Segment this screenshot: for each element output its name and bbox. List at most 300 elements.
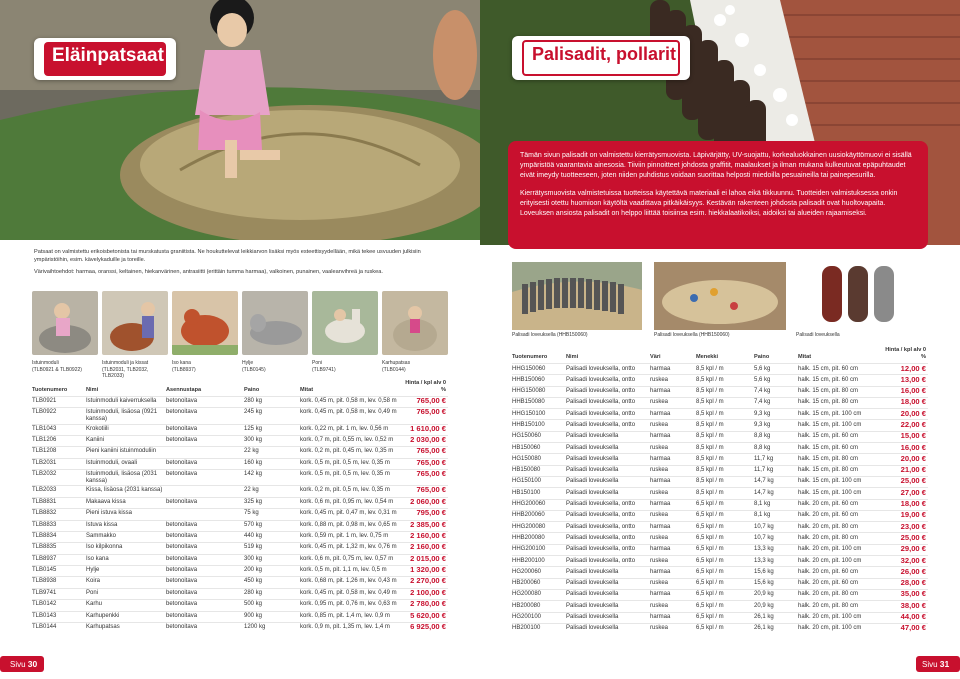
thumbnail — [242, 291, 308, 371]
table-cell: 22 kg — [244, 447, 300, 458]
table-cell: betonoitava — [166, 470, 244, 486]
table-cell: 10,7 kg — [754, 522, 798, 533]
table-cell: Palisadi loveuksella — [566, 465, 650, 476]
table-cell: harmaa — [650, 499, 696, 510]
table-cell: halk. 15 cm, pit. 100 cm — [798, 488, 884, 499]
table-cell: Palisadi loveuksella, ontto — [566, 556, 650, 567]
table-cell: HB200060 — [512, 578, 566, 589]
table-cell: 300 kg — [244, 554, 300, 565]
table-cell: 11,7 kg — [754, 465, 798, 476]
table-cell: Makaava kissa — [86, 497, 166, 508]
thumbnail-caption — [242, 360, 308, 373]
column-header: Nimi — [566, 354, 579, 360]
table-cell: ruskea — [650, 420, 696, 431]
table-cell: kork. 0,9 m, pit. 1,35 m, lev. 1,4 m — [300, 623, 404, 634]
table-cell: kork. 0,5 m, pit. 1,1 m, lev. 0,5 m — [300, 566, 404, 577]
table-cell: HHB150100 — [512, 420, 566, 431]
table-row — [32, 497, 448, 508]
table-cell: halk. 20 cm, pit. 80 cm — [798, 589, 884, 600]
table-cell: halk. 15 cm, pit. 60 cm — [798, 364, 884, 375]
palisade-price-table — [512, 347, 928, 635]
table-cell: halk. 20 cm, pit. 80 cm — [798, 522, 884, 533]
table-cell: Palisadi loveuksella, ontto — [566, 510, 650, 521]
table-cell: ruskea — [650, 375, 696, 386]
column-header: Menekki — [696, 354, 719, 360]
column-header: Nimi — [86, 387, 99, 393]
table-cell: kork. 0,95 m, pit. 0,76 m, lev. 0,63 m — [300, 600, 404, 611]
table-cell: Iso kilpikonna — [86, 543, 166, 554]
price-cell: 47,00 € — [884, 623, 928, 634]
price-cell: 20,00 € — [884, 409, 928, 420]
table-cell: halk. 20 cm, pit. 60 cm — [798, 578, 884, 589]
table-cell: 8,5 kpl / m — [696, 454, 754, 465]
thumbnail-image — [242, 291, 308, 355]
table-cell: Palisadi loveuksella — [566, 431, 650, 442]
table-cell: ruskea — [650, 443, 696, 454]
price-cell: 25,00 € — [884, 533, 928, 544]
table-cell: TLB8937 — [32, 554, 86, 565]
table-cell: halk. 20 cm, pit. 100 cm — [798, 623, 884, 634]
table-row — [512, 510, 928, 521]
table-cell: 440 kg — [244, 531, 300, 542]
thumbnail-code: (TLB9741) — [312, 366, 336, 373]
thumbnail — [32, 291, 98, 371]
table-cell: halk. 15 cm, pit. 80 cm — [798, 465, 884, 476]
table-cell: Pieni istuva kissa — [86, 509, 166, 520]
price-cell: 28,00 € — [884, 578, 928, 589]
statue-thumbnails — [32, 291, 450, 379]
table-cell: 519 kg — [244, 543, 300, 554]
table-row — [32, 408, 448, 424]
price-cell: 19,00 € — [884, 510, 928, 521]
table-cell: 280 kg — [244, 397, 300, 408]
table-cell: betonoitava — [166, 497, 244, 508]
table-cell: TLB0142 — [32, 600, 86, 611]
table-cell: halk. 15 cm, pit. 80 cm — [798, 397, 884, 408]
table-row — [32, 424, 448, 435]
table-cell: 15,6 kg — [754, 567, 798, 578]
table-cell: 125 kg — [244, 424, 300, 435]
thumbnail-caption — [102, 360, 168, 380]
table-row — [512, 431, 928, 442]
page-title-box — [34, 38, 176, 80]
thumbnail — [102, 291, 168, 379]
price-cell: 1 610,00 € — [404, 424, 448, 435]
table-cell: Istuinmoduli, lisäosa (0921 kanssa) — [86, 408, 166, 424]
table-row — [32, 611, 448, 622]
table-cell: halk. 15 cm, pit. 100 cm — [798, 409, 884, 420]
price-cell: 23,00 € — [884, 522, 928, 533]
table-cell: 500 kg — [244, 600, 300, 611]
table-cell: TLB0921 — [32, 397, 86, 408]
price-cell: 2 385,00 € — [404, 520, 448, 531]
table-cell: ruskea — [650, 601, 696, 612]
price-cell: 1 320,00 € — [404, 566, 448, 577]
table-cell: TLB2032 — [32, 470, 86, 486]
price-cell: 2 270,00 € — [404, 577, 448, 588]
table-cell: TLB8834 — [32, 531, 86, 542]
table-cell — [166, 447, 244, 458]
table-cell: Palisadi loveuksella — [566, 578, 650, 589]
table-row — [512, 364, 928, 375]
thumbnail-caption — [172, 360, 238, 373]
table-cell: 6,5 kpl / m — [696, 623, 754, 634]
table-cell: kork. 0,45 m, pit. 0,47 m, lev. 0,31 m — [300, 509, 404, 520]
table-cell: 300 kg — [244, 435, 300, 446]
table-cell: 8,1 kg — [754, 499, 798, 510]
table-cell: HB200100 — [512, 623, 566, 634]
table-cell: 6,5 kpl / m — [696, 544, 754, 555]
table-cell: HB150060 — [512, 443, 566, 454]
table-cell: halk. 15 cm, pit. 60 cm — [798, 375, 884, 386]
table-cell: Kissa, lisäosa (2031 kanssa) — [86, 486, 166, 497]
table-cell: kork. 0,5 m, pit. 0,5 m, lev. 0,35 m — [300, 458, 404, 469]
table-cell: kork. 0,7 m, pit. 0,55 m, lev. 0,52 m — [300, 435, 404, 446]
table-cell: HHG150060 — [512, 364, 566, 375]
column-header-price: Hinta / kpl alv 0 % — [885, 347, 926, 360]
thumbnail-image — [172, 291, 238, 355]
table-cell: betonoitava — [166, 577, 244, 588]
table-cell: HG150060 — [512, 431, 566, 442]
table-cell: TLB8831 — [32, 497, 86, 508]
table-cell: TLB1043 — [32, 424, 86, 435]
table-cell: harmaa — [650, 567, 696, 578]
table-row — [512, 601, 928, 612]
table-cell: 6,5 kpl / m — [696, 510, 754, 521]
statue-price-table — [32, 380, 448, 634]
table-cell: Koira — [86, 577, 166, 588]
price-cell: 22,00 € — [884, 420, 928, 431]
intro-paragraph: Värivaihtoehdot: harmaa, oranssi, keltainen, hiekanvärinen, antrasiitti (erittäin tumma harmaa), valkoinen, punainen, vaaleanvihreä ja ruskea. — [34, 269, 383, 276]
table-row — [32, 531, 448, 542]
table-cell: ruskea — [650, 465, 696, 476]
table-cell: 450 kg — [244, 577, 300, 588]
product-image — [812, 262, 928, 330]
thumbnail-caption — [32, 360, 98, 373]
table-cell: 6,5 kpl / m — [696, 601, 754, 612]
table-cell: HHB150080 — [512, 397, 566, 408]
table-cell: 13,3 kg — [754, 556, 798, 567]
price-cell: 18,00 € — [884, 397, 928, 408]
table-row — [32, 447, 448, 458]
table-row — [512, 488, 928, 499]
table-cell: 8,1 kg — [754, 510, 798, 521]
table-cell: TLB2033 — [32, 486, 86, 497]
table-cell: 7,4 kg — [754, 397, 798, 408]
table-row — [512, 476, 928, 487]
table-cell: kork. 0,5 m, pit. 0,5 m, lev. 0,35 m — [300, 470, 404, 486]
price-cell: 27,00 € — [884, 488, 928, 499]
table-cell: Poni — [86, 588, 166, 599]
intro-text — [34, 249, 444, 282]
page-label: Sivu — [922, 660, 938, 669]
table-row — [32, 588, 448, 599]
price-cell: 32,00 € — [884, 556, 928, 567]
price-cell: 18,00 € — [884, 499, 928, 510]
table-cell: 570 kg — [244, 520, 300, 531]
thumbnail-image — [102, 291, 168, 355]
table-row — [512, 409, 928, 420]
table-cell: 22 kg — [244, 486, 300, 497]
table-cell: HHG200080 — [512, 522, 566, 533]
thumbnail-caption — [312, 360, 378, 373]
thumbnail-name: Hylje — [242, 360, 254, 366]
table-cell: 15,6 kg — [754, 578, 798, 589]
image-caption: Palisadi loveuksella (HHB150060) — [654, 332, 730, 338]
table-cell: Palisadi loveuksella — [566, 454, 650, 465]
table-cell: Istuva kissa — [86, 520, 166, 531]
column-header: Tuotenumero — [512, 354, 548, 360]
price-cell: 765,00 € — [404, 470, 448, 486]
table-cell: halk. 20 cm, pit. 60 cm — [798, 510, 884, 521]
table-row — [512, 589, 928, 600]
table-cell: TLB1206 — [32, 435, 86, 446]
table-cell: ruskea — [650, 623, 696, 634]
table-cell: 8,5 kpl / m — [696, 488, 754, 499]
table-cell: TLB0145 — [32, 566, 86, 577]
column-header: Mitat — [798, 354, 812, 360]
price-cell: 2 160,00 € — [404, 543, 448, 554]
product-image — [654, 262, 786, 330]
table-cell: 325 kg — [244, 497, 300, 508]
table-cell: kork. 0,45 m, pit. 1,32 m, lev. 0,76 m — [300, 543, 404, 554]
table-cell: TLB0143 — [32, 611, 86, 622]
table-cell: kork. 0,2 m, pit. 0,5 m, lev. 0,35 m — [300, 486, 404, 497]
table-cell: Palisadi loveuksella — [566, 601, 650, 612]
table-cell: halk. 20 cm, pit. 80 cm — [798, 533, 884, 544]
table-cell: betonoitava — [166, 543, 244, 554]
price-cell: 21,00 € — [884, 465, 928, 476]
column-header: Tuotenumero — [32, 387, 68, 393]
intro-paragraph: Patsaat on valmistettu erikoisbetonista tai murskatusta graniitista. Ne houkuttelevat leikkiarvon lisäksi myös esteettisyydellään, mikä tekee usvuuden julkisiin ympäristöihin, esim. kävelykaduille ja toreille. — [34, 249, 421, 263]
table-row — [512, 544, 928, 555]
table-cell: kork. 0,45 m, pit. 0,58 m, lev. 0,49 m — [300, 408, 404, 424]
table-cell: 280 kg — [244, 588, 300, 599]
price-cell: 26,00 € — [884, 567, 928, 578]
table-cell: 14,7 kg — [754, 488, 798, 499]
table-cell: 20,9 kg — [754, 601, 798, 612]
table-cell: betonoitava — [166, 408, 244, 424]
page-number-badge — [916, 656, 960, 672]
table-row — [32, 520, 448, 531]
table-cell: 20,9 kg — [754, 589, 798, 600]
table-cell: harmaa — [650, 431, 696, 442]
table-cell: 1200 kg — [244, 623, 300, 634]
table-row — [512, 522, 928, 533]
table-row — [512, 578, 928, 589]
price-cell: 765,00 € — [404, 447, 448, 458]
table-cell: 8,5 kpl / m — [696, 465, 754, 476]
table-cell: 6,5 kpl / m — [696, 567, 754, 578]
description-paragraph: Tämän sivun palisadit on valmistettu kierrätysmuovista. Läpivärjätty, UV-suojattu, korkealuokkainen uusiokäyttömuovi ei sisällä ympäristöä vaarantavia ainesosia. Tiiviin pinnoitteet johdosta graffitit, maalaukset ja ilman mukana kulkeutuvat epäpuhtaudet eivät imeydy tuotteeseen, joten niiden puhdistus voidaan suorittaa helposti miedoilla pesuaineilla tai painepesurilla. — [520, 152, 912, 179]
table-cell: kork. 0,59 m, pit. 1 m, lev. 0,75 m — [300, 531, 404, 542]
price-cell: 38,00 € — [884, 601, 928, 612]
table-cell: ruskea — [650, 510, 696, 521]
price-cell: 2 100,00 € — [404, 588, 448, 599]
price-cell: 13,00 € — [884, 375, 928, 386]
price-cell: 16,00 € — [884, 443, 928, 454]
table-cell: Karhupatsas — [86, 623, 166, 634]
thumbnail — [312, 291, 378, 371]
table-row — [512, 375, 928, 386]
table-cell: 142 kg — [244, 470, 300, 486]
page-number-badge — [0, 656, 44, 672]
table-cell: HG200100 — [512, 612, 566, 623]
page-number: 30 — [27, 659, 38, 669]
table-cell: harmaa — [650, 544, 696, 555]
price-cell: 2 060,00 € — [404, 497, 448, 508]
table-cell: kork. 0,45 m, pit. 0,58 m, lev. 0,49 m — [300, 588, 404, 599]
table-cell: Pieni kaniini istuinmoduliin — [86, 447, 166, 458]
page-number: 31 — [939, 659, 950, 669]
table-cell: Kaniini — [86, 435, 166, 446]
table-cell: 6,5 kpl / m — [696, 499, 754, 510]
thumbnail-code: (TLB0144) — [382, 366, 406, 373]
thumbnail-caption — [382, 360, 448, 373]
table-cell: TLB1208 — [32, 447, 86, 458]
table-cell: halk. 15 cm, pit. 100 cm — [798, 476, 884, 487]
thumbnail-name: Karhupatsas — [382, 360, 411, 366]
table-cell: TLB0144 — [32, 623, 86, 634]
page-title: Palisadit, pollarit — [522, 40, 680, 76]
table-cell: kork. 0,6 m, pit. 0,75 m, lev. 0,57 m — [300, 554, 404, 565]
table-cell: 11,7 kg — [754, 454, 798, 465]
table-row — [512, 499, 928, 510]
price-cell: 44,00 € — [884, 612, 928, 623]
table-row — [32, 623, 448, 634]
table-cell: betonoitava — [166, 435, 244, 446]
table-cell: halk. 20 cm, pit. 60 cm — [798, 499, 884, 510]
table-cell: 6,5 kpl / m — [696, 522, 754, 533]
table-cell: kork. 0,22 m, pit. 1 m, lev. 0,56 m — [300, 424, 404, 435]
column-header: Paino — [244, 387, 260, 393]
table-cell: TLB8835 — [32, 543, 86, 554]
table-cell: HHG150100 — [512, 409, 566, 420]
table-cell: halk. 20 cm, pit. 100 cm — [798, 556, 884, 567]
table-cell: harmaa — [650, 454, 696, 465]
table-cell: 6,5 kpl / m — [696, 612, 754, 623]
table-cell: HHB150060 — [512, 375, 566, 386]
thumbnail-image — [312, 291, 378, 355]
table-cell: halk. 20 cm, pit. 60 cm — [798, 567, 884, 578]
table-cell: Istuinmoduli kaiverruksella — [86, 397, 166, 408]
table-cell: TLB9741 — [32, 588, 86, 599]
table-row — [512, 443, 928, 454]
table-cell: HHG150080 — [512, 386, 566, 397]
table-cell: Palisadi loveuksella, ontto — [566, 533, 650, 544]
price-cell: 2 160,00 € — [404, 531, 448, 542]
table-cell: ruskea — [650, 533, 696, 544]
table-cell: Sammakko — [86, 531, 166, 542]
table-cell: TLB0922 — [32, 408, 86, 424]
table-cell: kork. 0,6 m, pit. 0,95 m, lev. 0,54 m — [300, 497, 404, 508]
table-row — [512, 556, 928, 567]
thumbnail — [172, 291, 238, 371]
table-cell: TLB8833 — [32, 520, 86, 531]
table-cell: halk. 15 cm, pit. 100 cm — [798, 420, 884, 431]
table-cell: betonoitava — [166, 424, 244, 435]
table-cell — [166, 509, 244, 520]
table-row — [512, 420, 928, 431]
column-header-price: Hinta / kpl alv 0 % — [405, 380, 446, 393]
page-label: Sivu — [10, 660, 26, 669]
price-cell: 20,00 € — [884, 454, 928, 465]
table-cell: harmaa — [650, 409, 696, 420]
table-row — [512, 397, 928, 408]
table-row — [32, 397, 448, 408]
table-cell: Palisadi loveuksella — [566, 567, 650, 578]
column-header: Väri — [650, 354, 661, 360]
table-cell: HG200060 — [512, 567, 566, 578]
table-cell: 8,5 kpl / m — [696, 476, 754, 487]
table-cell: 200 kg — [244, 566, 300, 577]
image-caption: Palisadi loveuksella — [796, 332, 840, 338]
thumbnail-image — [382, 291, 448, 355]
table-row — [512, 465, 928, 476]
price-cell: 765,00 € — [404, 397, 448, 408]
table-row — [32, 470, 448, 486]
table-cell: harmaa — [650, 612, 696, 623]
price-cell: 2 015,00 € — [404, 554, 448, 565]
table-header-row — [32, 380, 448, 397]
table-cell: Palisadi loveuksella, ontto — [566, 420, 650, 431]
table-cell: 26,1 kg — [754, 623, 798, 634]
table-cell: 5,6 kg — [754, 364, 798, 375]
column-header: Asennustapa — [166, 387, 202, 393]
table-cell: kork. 0,2 m, pit. 0,45 m, lev. 0,35 m — [300, 447, 404, 458]
table-cell: 8,5 kpl / m — [696, 397, 754, 408]
table-cell: HB200080 — [512, 601, 566, 612]
table-cell: Palisadi loveuksella, ontto — [566, 386, 650, 397]
table-cell: Palisadi loveuksella, ontto — [566, 409, 650, 420]
table-cell: HHB200080 — [512, 533, 566, 544]
product-images — [512, 262, 928, 342]
table-cell: betonoitava — [166, 566, 244, 577]
table-cell: betonoitava — [166, 623, 244, 634]
table-cell: harmaa — [650, 589, 696, 600]
price-cell: 5 620,00 € — [404, 611, 448, 622]
table-cell: HG200080 — [512, 589, 566, 600]
description-panel — [508, 141, 928, 249]
table-cell: betonoitava — [166, 611, 244, 622]
table-cell: 8,5 kpl / m — [696, 409, 754, 420]
table-cell: halk. 15 cm, pit. 80 cm — [798, 454, 884, 465]
page-title-box — [512, 36, 690, 80]
table-cell: 8,5 kpl / m — [696, 375, 754, 386]
table-row — [32, 458, 448, 469]
table-cell: HB150100 — [512, 488, 566, 499]
table-cell: 5,6 kg — [754, 375, 798, 386]
table-cell: halk. 15 cm, pit. 60 cm — [798, 431, 884, 442]
price-cell: 765,00 € — [404, 486, 448, 497]
price-cell: 765,00 € — [404, 408, 448, 424]
table-row — [32, 435, 448, 446]
table-cell: Karhu — [86, 600, 166, 611]
table-cell: halk. 20 cm, pit. 80 cm — [798, 601, 884, 612]
thumbnail — [382, 291, 448, 371]
table-row — [32, 577, 448, 588]
table-cell: harmaa — [650, 364, 696, 375]
table-cell: halk. 20 cm, pit. 100 cm — [798, 612, 884, 623]
table-cell: betonoitava — [166, 397, 244, 408]
table-cell: Palisadi loveuksella, ontto — [566, 522, 650, 533]
table-cell: Palisadi loveuksella, ontto — [566, 499, 650, 510]
table-cell: 7,4 kg — [754, 386, 798, 397]
price-cell: 795,00 € — [404, 509, 448, 520]
thumbnail-code: (TLB2031, TLB2032, TLB2033) — [102, 366, 149, 379]
table-cell: kork. 0,45 m, pit. 0,58 m, lev. 0,58 m — [300, 397, 404, 408]
price-cell: 15,00 € — [884, 431, 928, 442]
